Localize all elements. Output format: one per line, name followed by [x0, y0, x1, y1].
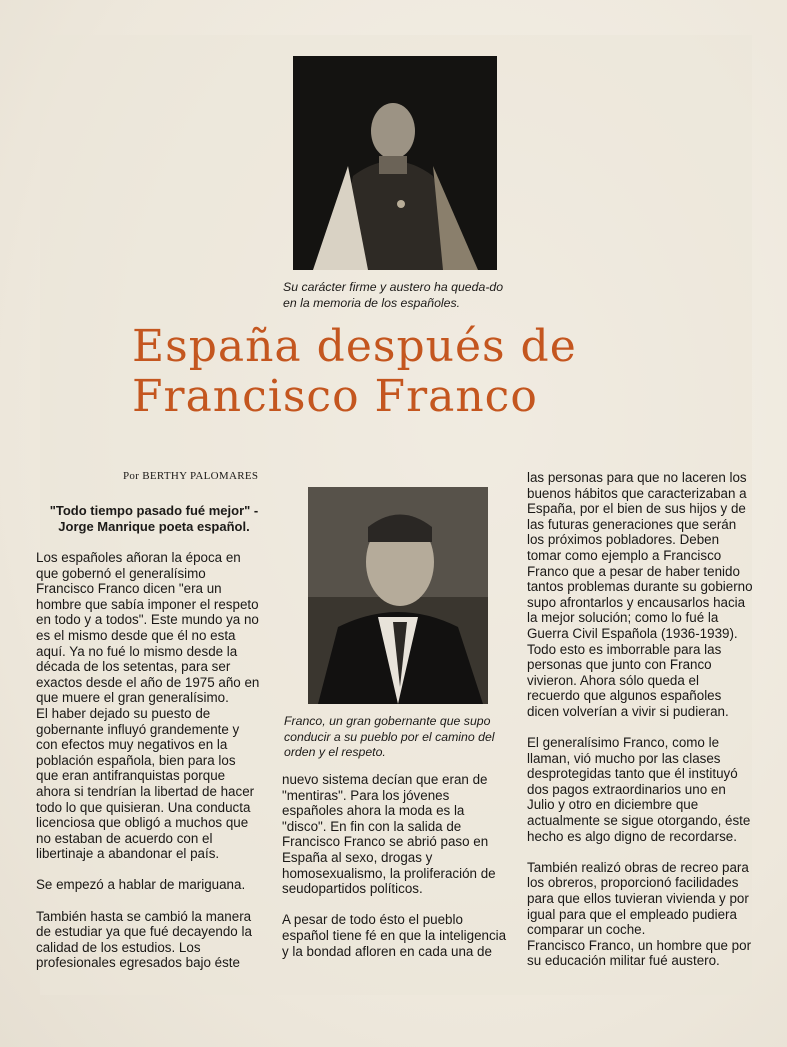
middle-paragraph-1: nuevo sistema decían que eran de "mentiras". Para los jóvenes españoles ahora la moda es la "disco". En fin con la salida de Francisco Franco se abrió paso en España al sexo, drogas y homosexualismo, la proliferación de seudopartidos políticos. [282, 772, 496, 897]
right-paragraph-1: las personas para que no laceren los buenos hábitos que caracterizaban a España, por el bien de sus hijos y de las futuras generaciones que serán los próximos pobladores. Deben tomar como ejemplo a Francisco Franco que a pesar de haber tenido tantos problemas durante su gobierno supo afrontarlos y encausarlos hacia la mejor solución; como lo fué la Guerra Civil Española (1936-1939). Todo esto es imborrable para las personas que junto con Franco vivieron. Ahora sólo queda el recuerdo que algunos españoles dicen volverían a vivir si pudieran. [527, 470, 753, 719]
right-paragraph-3: También realizó obras de recreo para los obreros, proporcionó facilidades para que ellos tuvieran vivienda y por igual para que el empleado pudiera comparar un coche. [527, 859, 749, 938]
photo-middle-caption: Franco, un gran gobernante que supo conducir a su pueblo por el camino del orden y el respeto. [284, 714, 495, 759]
headline-line-2: Francisco Franco [132, 371, 538, 422]
left-paragraph-4: También hasta se cambió la manera de estudiar ya que fué decayendo la calidad de los estudios. Los profesionales egresados bajo éste [36, 908, 252, 971]
column-left [36, 550, 260, 971]
portrait-photo-middle [308, 487, 488, 704]
article-headline [132, 322, 692, 422]
byline: Por BERTHY PALOMARES [123, 470, 259, 482]
portrait-photo-top [293, 56, 497, 270]
left-paragraph-1: Los españoles añoran la época en que gobernó el generalísimo Francisco Franco dicen "era un hombre que sabía imponer el respeto en todo y a todos". Este mundo ya no es el mismo desde que él no esta aquí. Ya no fué lo mismo desde la década de los setentas, para ser exactos desde el año de 1975 año en que muere el gran generalísimo. [36, 550, 260, 706]
column-right [527, 470, 753, 969]
column-middle [282, 772, 508, 959]
right-paragraph-2: El generalísimo Franco, como le llaman, vió mucho por las clases desprotegidas tanto que él instituyó dos pagos extraordinarios uno en Julio y otro en diciembre que actualmente se sigue otorgando, éste hecho es algo digno de recordarse. [527, 735, 751, 844]
epigraph-quote: "Todo tiempo pasado fué mejor" - Jorge Manrique poeta español. [49, 503, 259, 534]
middle-paragraph-2: A pesar de todo ésto el pueblo español tiene fé en que la inteligencia y la bondad afloren en cada una de [282, 912, 507, 959]
left-paragraph-2: El haber dejado su puesto de gobernante influyó grandemente y con efectos muy negativos en la población española, bien para los que eran antifranquistas porque ahora si tendrían la libertad de hacer todo lo que quisieran. Una conducta licenciosa que obligó a muchos que no estaban de acuerdo con el libertinaje a abandonar el país. [36, 705, 255, 862]
headline-line-1: España después de [132, 321, 577, 372]
left-paragraph-3: Se empezó a hablar de mariguana. [36, 877, 246, 893]
photo-top-caption: Su carácter firme y austero ha queda-do en la memoria de los españoles. [283, 280, 504, 310]
right-paragraph-4: Francisco Franco, un hombre que por su educación militar fué austero. [527, 937, 752, 969]
